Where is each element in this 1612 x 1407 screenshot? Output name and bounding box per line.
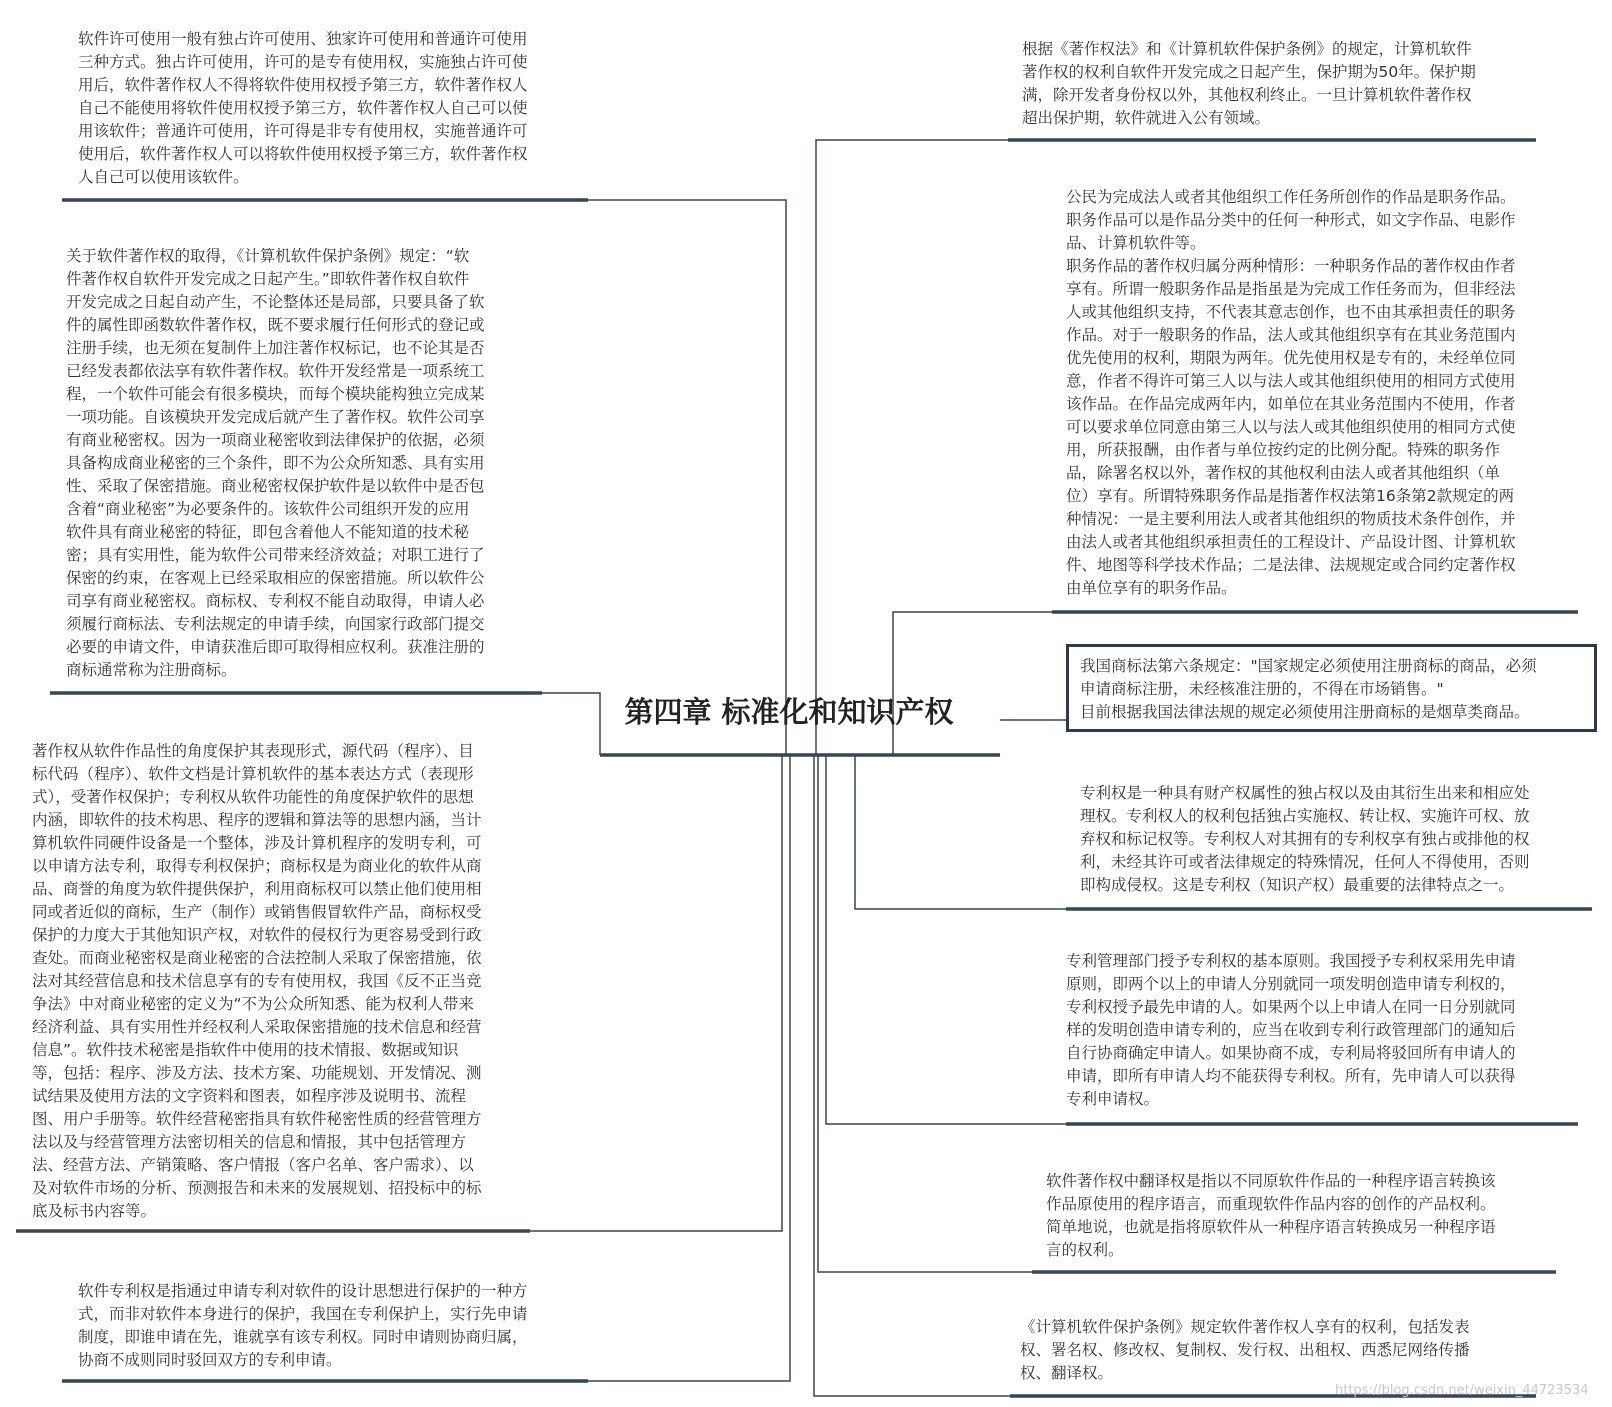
left-connector-4 <box>588 755 790 1381</box>
left-node-4: 软件专利权是指通过申请专利对软件的设计思想进行保护的一种方 式，而非对软件本身进行的保护，我国在专利保护上，实行先申请 制度，即谁申请在先，谁就享有该专利权。同时申请则协商归属， 协商不成则同时驳回双方的专利申请。 <box>78 1282 528 1369</box>
right-node-6: 软件著作权中翻译权是指以不同原软件作品的一种程序语言转换该 作品原使用的程序语言，而重现软件作品内容的创作的产品权利。 简单地说，也就是指将原软件从一种程序语言转换成另一种程序语 言的权利。 <box>1046 1172 1496 1259</box>
left-connector-1 <box>588 200 786 755</box>
right-connector-1 <box>816 140 1008 755</box>
right-connector-7 <box>814 755 1010 1396</box>
right-connector-2 <box>893 612 1052 755</box>
watermark: https://blog.csdn.net/weixin_44723534 <box>1335 1383 1589 1398</box>
right-node-2: 公民为完成法人或者其他组织工作任务所创作的作品是职务作品。 职务作品可以是作品分类中的任何一种形式，如文字作品、电影作 品、计算机软件等。 职务作品的著作权归属分两种情形：一种职务作品的著作权由作者 享有。所谓一般职务作品是指虽是为完成工作任务而为，但非经法 人或其他组织支持，不代表其意志创作，也不由其承担责任的职务 作品。对于一般职务的作品，法人或其他组织享有在其业务范围内 优先使用的权利，期限为两年。优先使用权是专有的，未经单位同 意，作者不得许可第三人以与法人或其他组织使用的相同方式使用 该作品。在作品完成两年内，如单位在其业务范围内不使用，作者 可以要求单位同意由第三人以与法人或其他组织使用的相同方式使 用，所获报酬，由作者与单位按约定的比例分配。特殊的职务作 品，除署名权以外，著作权的其他权利由法人或者其他组织（单 位）享有。所谓特殊职务作品是指著作权法第16条第2款规定的两 种情况：一是主要利用法人或者其他组织的物质技术条件创作，并 由法人或者其他组织承担责任的工程设计、产品设计图、计算机软 件、地图等科学技术作品；二是法律、法规规定或合同约定著作权 由单位享有的职务作品。 <box>1066 188 1516 597</box>
left-node-2: 关于软件著作权的取得，《计算机软件保护条例》规定：“软 件著作权自软件开发完成之日起产生。”即软件著作权自软件 开发完成之日起自动产生，不论整体还是局部，只要具备了软 件的属性即函数软件著作权，既不要求履行任何形式的登记或 注册手续，也无须在复制件上加注著作权标记，也不论其是否 已经发表都依法享有软件著作权。软件开发经常是一项系统工 程，一个软件可能会有很多模块，而每个模块能构独立完成某 一项功能。自该模块开发完成后就产生了著作权。软件公司享 有商业秘密权。因为一项商业秘密收到法律保护的依据，必须 具备构成商业秘密的三个条件，即不为公众所知悉、具有实用 性、采取了保密措施。商业秘密权保护软件是以软件中是否包 含着“商业秘密”为必要条件的。该软件公司组织开发的应用 软件具有商业秘密的特征，即包含着他人不能知道的技术秘 密；具有实用性，能为软件公司带来经济效益；对职工进行了 保密的约束，在客观上已经采取相应的保密措施。所以软件公 司享有商业秘密权。商标权、专利权不能自动取得，申请人必 须履行商标法、专利法规定的申请手续，向国家行政部门提交 必要的申请文件，申请获准后即可取得相应权利。获准注册的 商标通常称为注册商标。 <box>66 247 485 679</box>
left-connector-3 <box>530 755 782 1231</box>
left-connector-2 <box>542 693 600 755</box>
center-title: 第四章 标准化和知识产权 <box>624 695 954 729</box>
right-node-7: 《计算机软件保护条例》规定软件著作权人享有的权利，包括发表 权、署名权、修改权、复制权、发行权、出租权、西悉尼网络传播 权、翻译权。 <box>1020 1318 1470 1382</box>
right-node-4: 专利权是一种具有财产权属性的独占权以及由其衍生出来和相应处 理权。专利权人的权利包括独占实施权、转让权、实施许可权、放 弃权和标记权等。专利权人对其拥有的专利权享有独占或排他的权 利，未经其许可或者法律规定的特殊情况，任何人不得使用，否则 即构成侵权。这是专利权（知识产权）最重要的法律特点之一。 <box>1080 784 1530 894</box>
left-node-3: 著作权从软件作品性的角度保护其表现形式，源代码（程序）、目 标代码（程序）、软件文档是计算机软件的基本表达方式（表现形 式），受著作权保护；专利权从软件功能性的角度保护软件的思想 内涵，即软件的技术构思、程序的逻辑和算法等的思想内涵，当计 算机软件同硬件设备是一个整体，涉及计算机程序的发明专利，可 以申请方法专利，取得专利权保护；商标权是为商业化的软件从商 品、商誉的角度为软件提供保护，利用商标权可以禁止他们使用相 同或者近似的商标，生产（制作）或销售假冒软件产品，商标权受 保护的力度大于其他知识产权，对软件的侵权行为更容易受到行政 查处。而商业秘密权是商业秘密的合法控制人采取了保密措施，依 法对其经营信息和技术信息享有的专有使用权，我国《反不正当竞 争法》中对商业秘密的定义为“不为公众所知悉、能为权利人带来 经济利益、具有实用性并经权利人采取保密措施的技术信息和经营 信息”。软件技术秘密是指软件中使用的技术情报、数据或知识 等，包括：程序、涉及方法、技术方案、功能规划、开发情况、测 试结果及使用方法的文字资料和图表，如程序涉及说明书、流程 图、用户手册等。软件经营秘密指具有软件秘密性质的经营管理方 法以及与经营管理方法密切相关的信息和情报，其中包括管理方 法、经营方法、产销策略、客户情报（客户名单、客户需求）、以 及对软件市场的分析、预测报告和未来的发展规划、招投标中的标 底及标书内容等。 <box>32 742 482 1220</box>
right-node-1: 根据《著作权法》和《计算机软件保护条例》的规定，计算机软件 著作权的权利自软件开发完成之日起产生，保护期为50年。保护期 满，除开发者身份权以外，其他权利终止。一旦计算机软件著作权 超出保护期，软件就进入公有领域。 <box>1022 40 1476 127</box>
right-connector-4 <box>855 755 1066 909</box>
right-connector-6 <box>818 755 1032 1272</box>
right-node-5: 专利管理部门授予专利权的基本原则。我国授予专利权采用先申请 原则，即两个以上的申请人分别就同一项发明创造申请专利权的， 专利权授予最先申请的人。如果两个以上申请人在同一日分别就同 样的发明创造申请专利的，应当在收到专利行政管理部门的通知后 自行协商确定申请人。如果协商不成，专利局将驳回所有申请人的 申请，即所有申请人均不能获得专利权。所有，先申请人可以获得 专利申请权。 <box>1066 952 1516 1108</box>
right-connector-5 <box>826 755 1066 1124</box>
left-node-1: 软件许可使用一般有独占许可使用、独家许可使用和普通许可使用 三种方式。独占许可使用，许可的是专有使用权，实施独占许可使 用后，软件著作权人不得将软件使用权授予第三方，软件著作权人 自己不能使用将软件使用权授予第三方，软件著作权人自己可以使 用该软件；普通许可使用，许可得是非专有使用权，实施普通许可 使用后，软件著作权人可以将软件使用权授予第三方，软件著作权 人自己可以使用该软件。 <box>78 30 528 186</box>
right-node-3: 我国商标法第六条规定："国家规定必须使用注册商标的商品，必须 申请商标注册，未经核准注册的，不得在市场销售。" 目前根据我国法律法规的规定必须使用注册商标的是烟草类商品。 <box>1080 657 1537 721</box>
